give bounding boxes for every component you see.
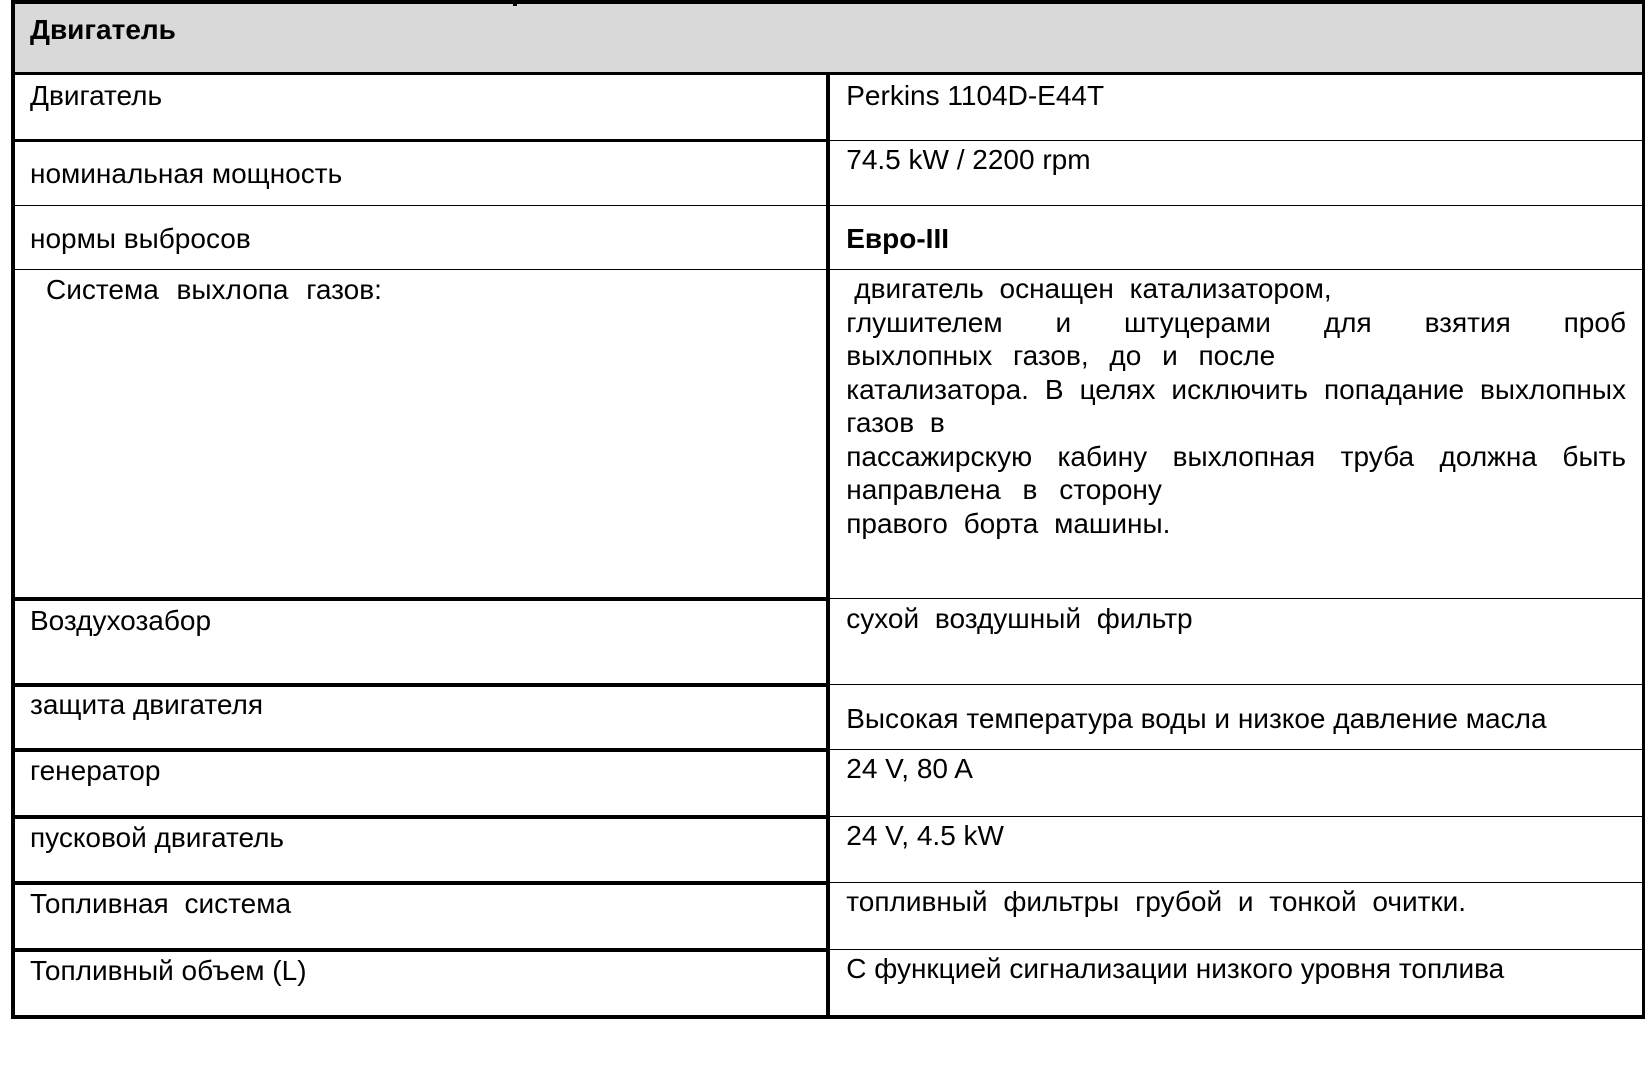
- row-value-cell: [828, 74, 1643, 141]
- table-row: [13, 685, 1644, 750]
- exhaust-description: [846, 270, 1626, 540]
- row-label: Система выхлопа газов:: [46, 274, 382, 305]
- table-row: [13, 599, 1644, 685]
- exhaust-line: пассажирскую кабину выхлопная труба должна быть направлена в сторону: [846, 440, 1626, 505]
- row-label-cell: [13, 270, 828, 599]
- row-label-cell: [13, 685, 828, 750]
- table-row: [13, 817, 1644, 883]
- row-label: Воздухозабор: [30, 604, 212, 636]
- row-label-cell: [13, 206, 828, 270]
- exhaust-line: глушителем и штуцерами для взятия проб выхлопных газов, до и после: [846, 306, 1626, 371]
- column-divider-tick: [513, 0, 517, 6]
- exhaust-line: правого борта машины.: [846, 507, 1171, 539]
- section-header-row: [13, 2, 1644, 74]
- table-row: [13, 950, 1644, 1017]
- row-label-cell: [13, 74, 828, 141]
- row-label: пусковой двигатель: [30, 821, 285, 853]
- row-value-cell: [828, 270, 1643, 599]
- row-value: Евро-III: [846, 223, 950, 254]
- row-label: генератор: [30, 754, 161, 786]
- row-value: топливный фильтры грубой и тонкой очитки.: [846, 886, 1467, 917]
- row-value-cell: [828, 817, 1643, 883]
- row-value-cell: [828, 599, 1643, 685]
- row-value-cell: [828, 141, 1643, 206]
- table-row: [13, 883, 1644, 950]
- row-label: защита двигателя: [30, 688, 264, 720]
- engine-spec-sheet: [11, 0, 1645, 1019]
- row-value: сухой воздушный фильтр: [846, 603, 1193, 634]
- row-value-cell: [828, 950, 1643, 1017]
- row-value: 74.5 kW / 2200 rpm: [846, 144, 1091, 175]
- table-row: [13, 206, 1644, 270]
- row-label: номинальная мощность: [30, 158, 343, 189]
- row-label: Двигатель: [30, 80, 163, 111]
- row-label: Топливная система: [30, 887, 292, 919]
- row-label-cell: [13, 141, 828, 206]
- row-label-cell: [13, 750, 828, 817]
- table-row: [13, 74, 1644, 141]
- row-value: Perkins 1104D-E44T: [846, 80, 1105, 111]
- table-row: [13, 141, 1644, 206]
- row-label-cell: [13, 599, 828, 685]
- row-value-cell: [828, 750, 1643, 817]
- row-label: Топливный объем (L): [30, 954, 307, 986]
- row-label-cell: [13, 817, 828, 883]
- row-label: нормы выбросов: [30, 223, 251, 254]
- row-value-cell: [828, 883, 1643, 950]
- section-title-cell: [13, 2, 1644, 74]
- table-row: [13, 750, 1644, 817]
- row-value: С функцией сигнализации низкого уровня топлива: [846, 953, 1505, 984]
- exhaust-line: катализатора. В целях исключить попадание выхлопных газов в: [846, 373, 1626, 438]
- row-value: 24 V, 80 A: [846, 753, 973, 784]
- row-label-cell: [13, 883, 828, 950]
- row-value: Высокая температура воды и низкое давление масла: [846, 703, 1547, 734]
- engine-spec-table: [11, 0, 1645, 1019]
- row-label-cell: [13, 950, 828, 1017]
- row-value-cell: [828, 206, 1643, 270]
- row-value: 24 V, 4.5 kW: [846, 820, 1004, 851]
- exhaust-line: двигатель оснащен катализатором,: [854, 273, 1332, 304]
- section-title: Двигатель: [30, 14, 176, 45]
- table-row: [13, 270, 1644, 599]
- row-value-cell: [828, 685, 1643, 750]
